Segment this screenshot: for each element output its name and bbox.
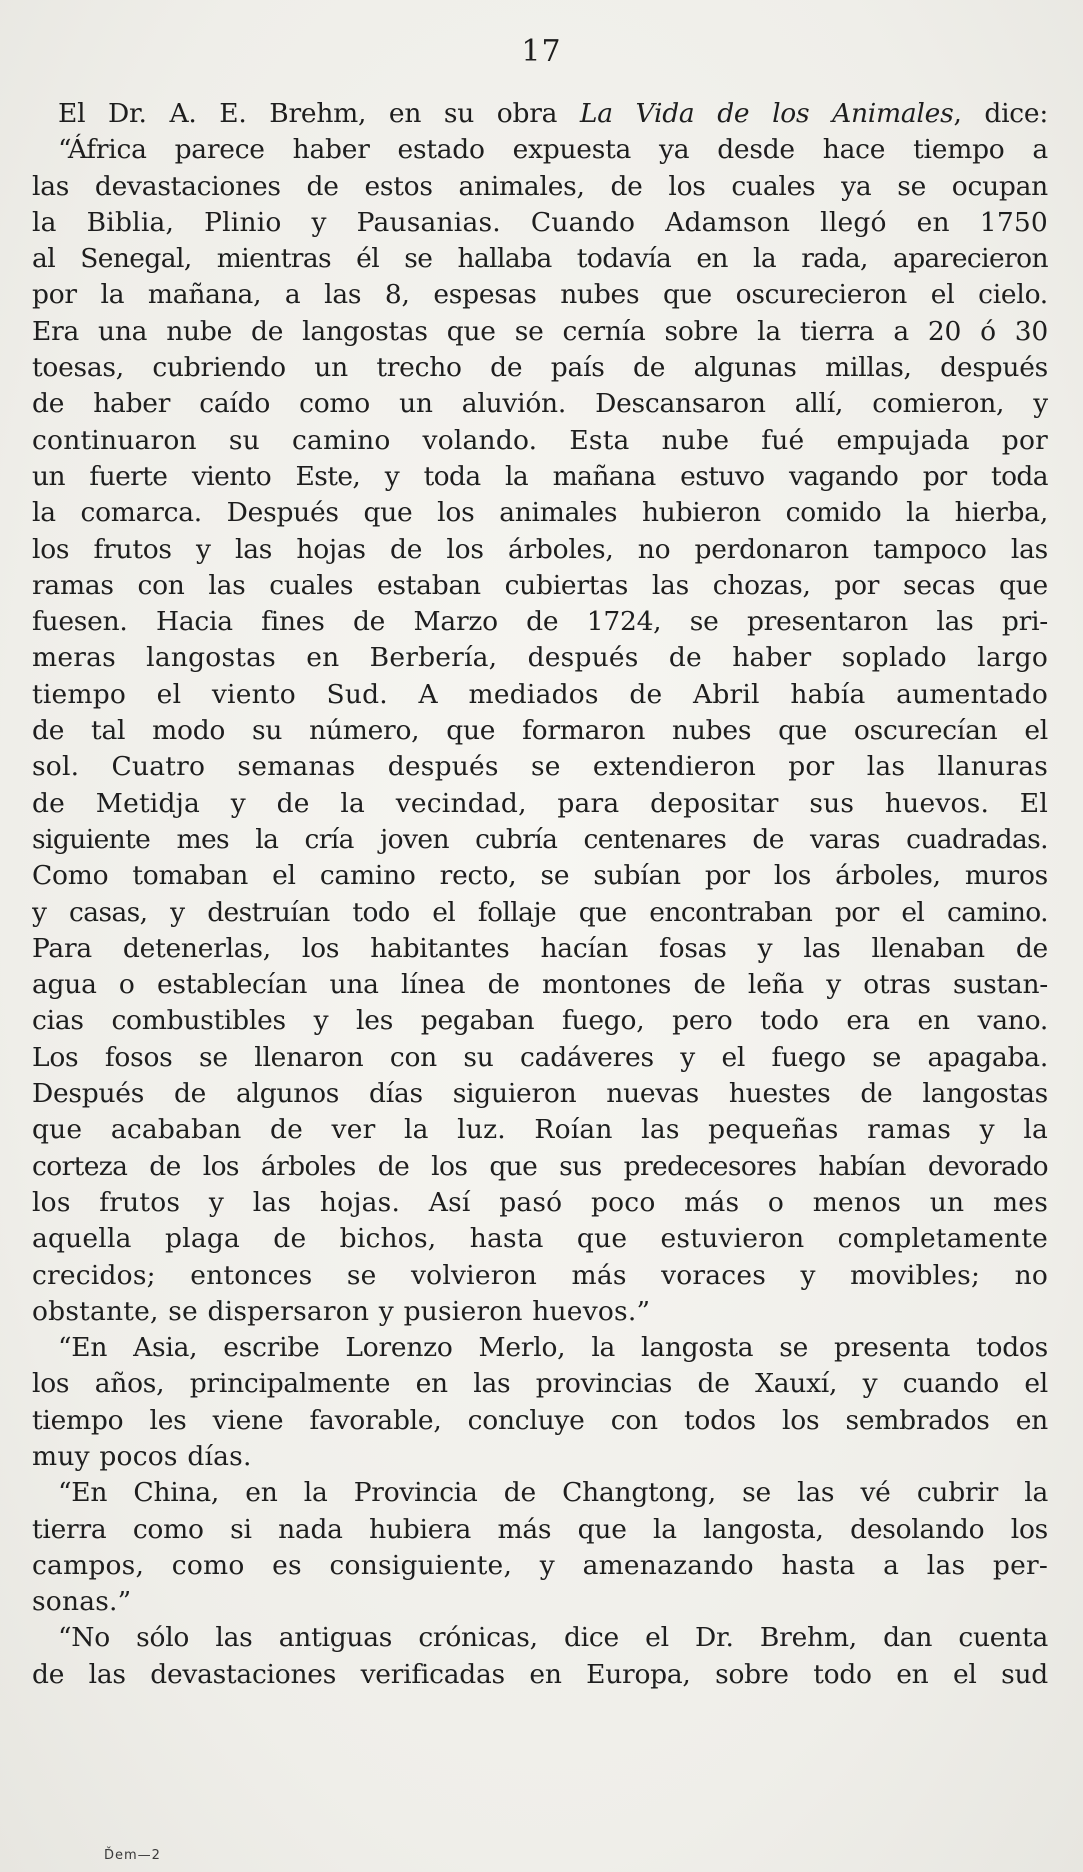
text-line-40: tierra como si nada hubiera más que la langosta, desolando los <box>32 1513 1048 1545</box>
text-line-9: de haber caído como un aluvión. Descansaron allí, comieron, y <box>32 388 1048 420</box>
text-line-43: “No sólo las antiguas crónicas, dice el Dr. Brehm, dan cuenta <box>58 1622 1048 1654</box>
text-line-23: y casas, y destruían todo el follaje que encontraban por el camino. <box>32 896 1048 928</box>
text-line-21: siguiente mes la cría joven cubría centenares de varas cuadradas. <box>32 823 1048 855</box>
text-line-17: tiempo el viento Sud. A mediados de Abril había aumentado <box>32 678 1048 710</box>
text-line-39: “En China, en la Provincia de Changtong, se las vé cubrir la <box>58 1477 1048 1509</box>
text-line-25: agua o establecían una línea de montones de leña y otras sustan- <box>32 969 1048 1001</box>
text-line-18: de tal modo su número, que formaron nubes que oscurecían el <box>32 715 1048 747</box>
text-line-14: ramas con las cuales estaban cubiertas las chozas, por secas que <box>32 569 1048 601</box>
text-line-19: sol. Cuatro semanas después se extendieron por las llanuras <box>32 751 1048 783</box>
text-line-26: cias combustibles y les pegaban fuego, pero todo era en vano. <box>32 1005 1048 1037</box>
text-line-16: meras langostas en Berbería, después de haber soplado largo <box>32 642 1048 674</box>
text-line-34: obstante, se dispersaron y pusieron huevos.” <box>32 1295 651 1327</box>
body-text <box>32 96 1048 1693</box>
text-line-11: un fuerte viento Este, y toda la mañana estuvo vagando por toda <box>32 460 1048 492</box>
text-line-20: de Metidja y de la vecindad, para depositar sus huevos. El <box>32 787 1048 819</box>
text-line-35: “En Asia, escribe Lorenzo Merlo, la langosta se presenta todos <box>58 1332 1048 1364</box>
text-line-1: El Dr. A. E. Brehm, en su obra La Vida de los Animales, dice: <box>58 98 1048 129</box>
text-line-12: la comarca. Después que los animales hubieron comido la hierba, <box>32 497 1048 529</box>
text-line-44: de las devastaciones verificadas en Europa, sobre todo en el sud <box>32 1658 1048 1690</box>
text-line-4: la Biblia, Plinio y Pausanias. Cuando Adamson llegó en 1750 <box>32 206 1048 238</box>
text-line-8: toesas, cubriendo un trecho de país de algunas millas, después <box>32 352 1048 384</box>
text-line-22: Como tomaban el camino recto, se subían por los árboles, muros <box>32 860 1048 892</box>
text-line-3: las devastaciones de estos animales, de los cuales ya se ocupan <box>32 170 1048 202</box>
text-line-38: muy pocos días. <box>32 1440 252 1472</box>
text-line-24: Para detenerlas, los habitantes hacían fosas y las llenaban de <box>32 932 1048 964</box>
text-line-41: campos, como es consiguiente, y amenazando hasta a las per- <box>32 1549 1048 1581</box>
text-line-42: sonas.” <box>32 1586 132 1618</box>
text-line-27: Los fosos se llenaron con su cadáveres y el fuego se apagaba. <box>32 1041 1048 1073</box>
text-line-10: continuaron su camino volando. Esta nube fué empujada por <box>32 424 1048 456</box>
page-number: 17 <box>521 34 562 69</box>
text-line-29: que acababan de ver la luz. Roían las pequeñas ramas y la <box>32 1114 1048 1146</box>
text-line-15: fuesen. Hacia fines de Marzo de 1724, se presentaron las pri- <box>32 606 1048 638</box>
text-line-5: al Senegal, mientras él se hallaba todavía en la rada, aparecieron <box>32 243 1048 275</box>
text-line-6: por la mañana, a las 8, espesas nubes que oscurecieron el cielo. <box>32 279 1048 311</box>
text-line-36: los años, principalmente en las provincias de Xauxí, y cuando el <box>32 1368 1048 1400</box>
text-line-13: los frutos y las hojas de los árboles, no perdonaron tampoco las <box>32 533 1048 565</box>
text-line-30: corteza de los árboles de los que sus predecesores habían devorado <box>32 1150 1048 1182</box>
text-line-7: Era una nube de langostas que se cernía sobre la tierra a 20 ó 30 <box>32 315 1048 347</box>
text-line-28: Después de algunos días siguieron nuevas huestes de langostas <box>32 1078 1048 1110</box>
text-line-2: “África parece haber estado expuesta ya desde hace tiempo a <box>58 134 1048 166</box>
text-line-37: tiempo les viene favorable, concluye con todos los sembrados en <box>32 1404 1048 1436</box>
text-line-32: aquella plaga de bichos, hasta que estuvieron completamente <box>32 1223 1048 1255</box>
text-line-31: los frutos y las hojas. Así pasó poco más o menos un mes <box>32 1186 1048 1218</box>
printer-signature-mark: Ďem—2 <box>104 1848 161 1863</box>
text-line-33: crecidos; entonces se volvieron más voraces y movibles; no <box>32 1259 1048 1291</box>
